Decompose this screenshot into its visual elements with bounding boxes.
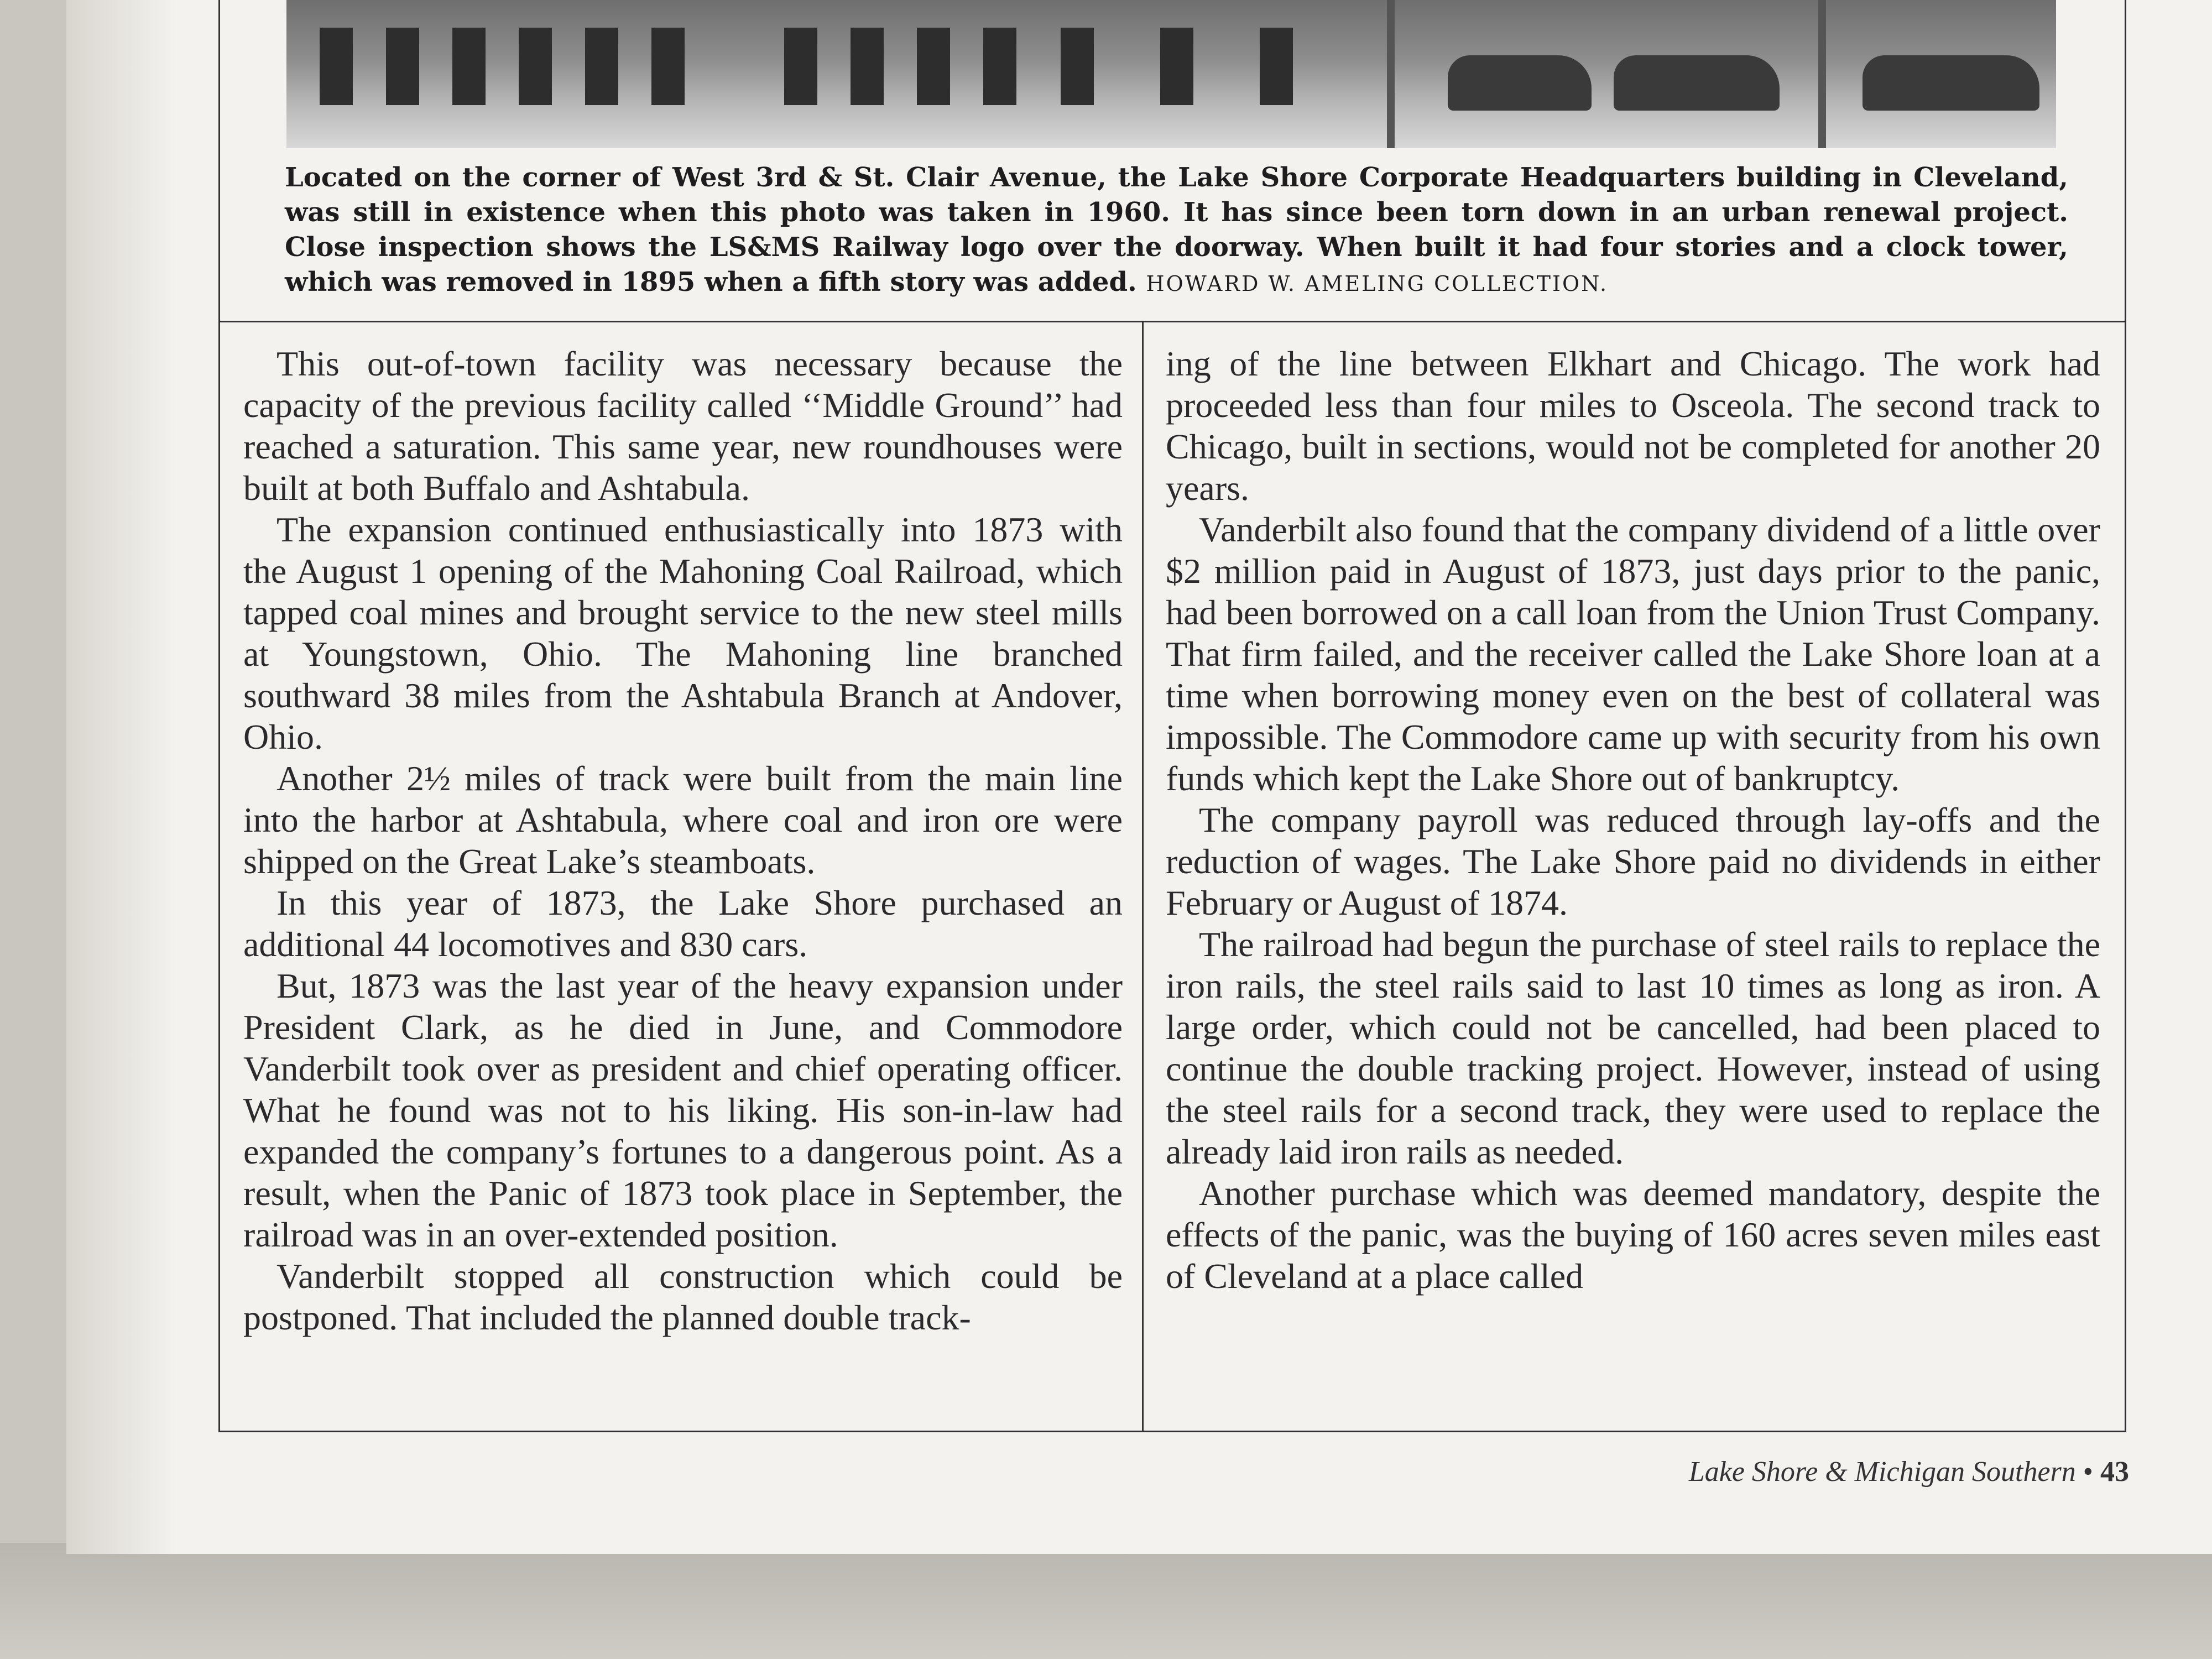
paragraph: The railroad had begun the purchase of steel rails to replace the iron rails, the steel rails said to last 10 times as long as iron. A large order, which could not be cancelled, had been placed to continue the double tracking project. However, instead of using the steel rails for a second track, they were used to replace the already laid iron rails as needed.: [1166, 925, 2100, 1171]
paragraph: In this year of 1873, the Lake Shore purchased an additional 44 locomotives and 830 cars.: [243, 883, 1123, 964]
photo-caption: [285, 160, 2068, 301]
page-number: 43: [2100, 1456, 2129, 1488]
gutter-shadow: [66, 0, 177, 1554]
paragraph: Vanderbilt also found that the company dividend of a little over $2 million paid in August of 1873, just days prior to the panic, had been borrowed on a call loan from the Union Trust Company. That firm failed, and the receiver called the Lake Shore loan at a time when borrowing money even on the best of collateral was impossible. The Commodore came up with security from his own funds which kept the Lake Shore out of bankruptcy.: [1166, 510, 2100, 798]
paragraph: Another 2½ miles of track were built from the main line into the harbor at Ashtabula, where coal and iron ore were shipped on the Great Lake’s steamboats.: [243, 759, 1123, 881]
paragraph: This out-of-town facility was necessary because the capacity of the previous facility called ‘‘Middle Ground’’ had reached a saturation. This same year, new roundhouses were built at both Buffalo and Ashtabula.: [243, 344, 1123, 508]
caption-divider: [218, 321, 2126, 322]
paragraph-continuation: ing of the line between Elkhart and Chicago. The work had proceeded less than four miles to Osceola. The second track to Chicago, built in sections, would not be completed for another 20 years.: [1166, 344, 2100, 508]
photo-credit: HOWARD W. AMELING COLLECTION.: [1146, 272, 1609, 296]
caption-text: Located on the corner of West 3rd & St. Clair Avenue, the Lake Shore Corporate Headquarters building in Cleveland, was still in existence when this photo was taken in 1960. It has since been torn down in an urban renewal project. Close inspection shows the LS&MS Railway logo over the doorway. When built it had four stories and a clock tower, which was removed in 1895 when a fifth story was added.: [285, 162, 2068, 298]
paragraph: The company payroll was reduced through lay-offs and the reduction of wages. The Lake Shore paid no dividends in either February or August of 1874.: [1166, 800, 2100, 922]
right-text-column: [1166, 343, 2100, 1297]
paragraph: The expansion continued enthusiastically into 1873 with the August 1 opening of the Mahoning Coal Railroad, which tapped coal mines and brought service to the new steel mills at Youngstown, Ohio. The Mahoning line branched southward 38 miles from the Ashtabula Branch at Andover, Ohio.: [243, 510, 1123, 757]
paragraph: Vanderbilt stopped all construction which could be postponed. That included the planned double track-: [243, 1256, 1123, 1337]
left-text-column: [243, 343, 1123, 1338]
under-page-surface: [0, 1543, 2212, 1659]
paragraph: Another purchase which was deemed mandatory, despite the effects of the panic, was the buying of 160 acres seven miles east of Cleveland at a place called: [1166, 1173, 2100, 1296]
running-title: Lake Shore & Michigan Southern: [1688, 1456, 2076, 1488]
footer-bullet: •: [2083, 1456, 2093, 1488]
page-footer: [1689, 1455, 2129, 1488]
paragraph: But, 1873 was the last year of the heavy expansion under President Clark, as he died in June, and Commodore Vanderbilt took over as president and chief operating officer. What he found was not to his liking. His son-in-law had expanded the company’s fortunes to a dangerous point. As a result, when the Panic of 1873 took place in September, the railroad was in an over-extended position.: [243, 966, 1123, 1254]
column-divider: [1142, 322, 1144, 1432]
